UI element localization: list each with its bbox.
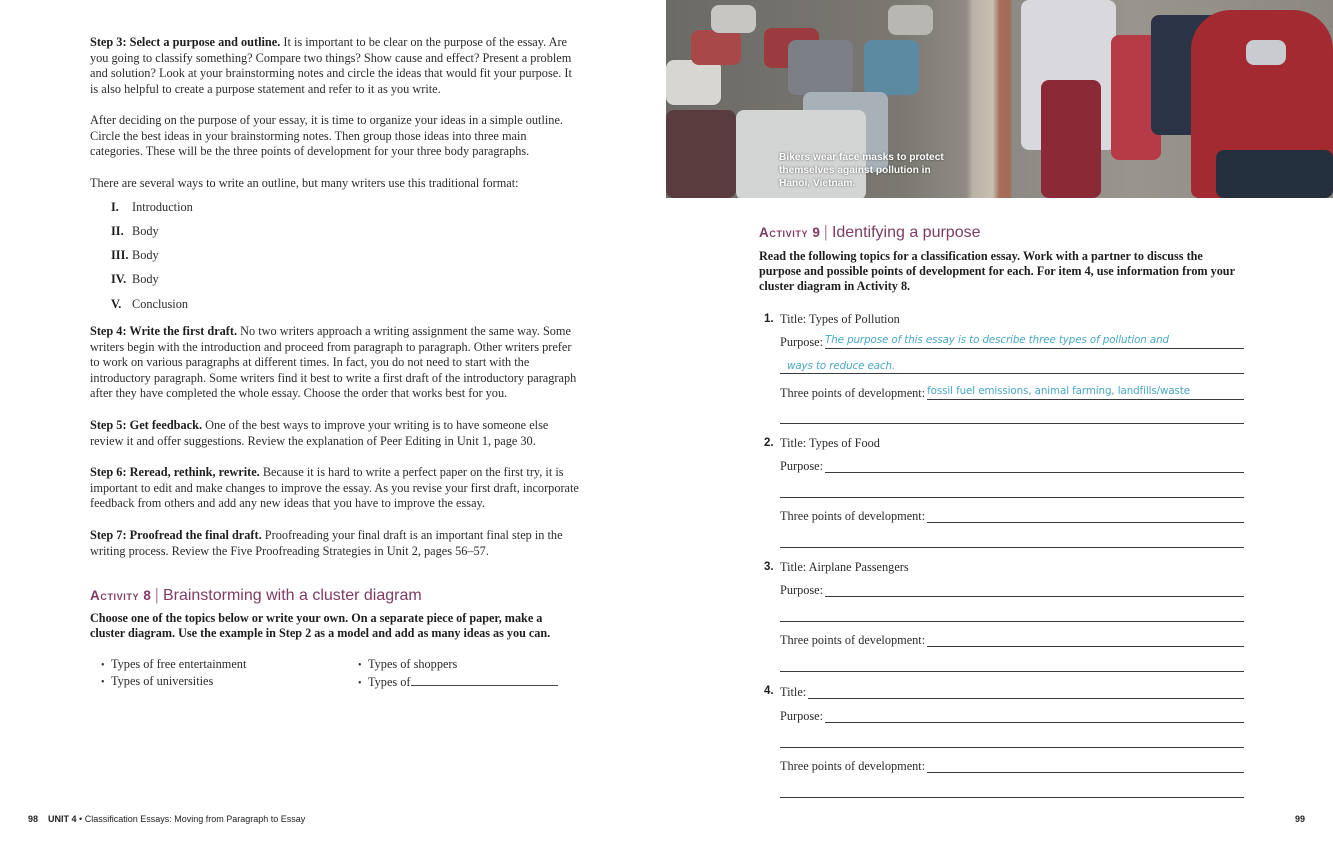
- outline-format-intro: There are several ways to write an outline, but many writers use this traditional format:: [90, 176, 519, 190]
- outline-intro: After deciding on the purpose of your essay, it is time to organize your ideas in a simple outline. Circle the best ideas in your brainstorming notes. Then group those ideas into three main categories. These will be the three points of development for your three body paragraphs.: [90, 113, 563, 159]
- activity-item: [764, 560, 1244, 675]
- purpose-label: Purpose:: [780, 709, 824, 723]
- right-page: [666, 0, 1333, 850]
- photo-bikers: [666, 110, 736, 198]
- step4-paragraph: [90, 324, 580, 402]
- purpose-answer-line[interactable]: [825, 334, 1244, 349]
- purpose-label: Purpose:: [780, 459, 824, 473]
- photo-cap: [1246, 40, 1286, 65]
- step7-text: Proofreading your final draft is an important final step in the writing process. Review the Five Proofreading Strategies in Unit 2, pages 56–57.: [90, 528, 563, 558]
- activity8-heading: [90, 585, 422, 605]
- step6-text: Because it is hard to write a perfect paper on the first try, it is important to edit and make changes to improve the essay. As you revise your first draft, incorporate feedback from others and add any new ideas that you have to improve the essay.: [90, 465, 579, 511]
- photo-caption: Bikers wear face masks to protect themselves against pollution in Hanoi, Vietnam.: [779, 152, 944, 189]
- purpose-answer-line[interactable]: [780, 486, 1244, 498]
- activity-item: [764, 312, 1244, 427]
- photo-car: [888, 5, 933, 35]
- topic-label: Types of free entertainment: [111, 657, 247, 671]
- activity8-label: Activity 8: [90, 588, 152, 603]
- points-answer-line[interactable]: [780, 786, 1244, 798]
- outline-numeral: II.: [111, 224, 124, 238]
- step4-heading: Step 4: Write the first draft.: [90, 324, 238, 338]
- outline-numeral: I.: [111, 200, 119, 214]
- step7-heading: Step 7: Proofread the final draft.: [90, 528, 262, 542]
- bullet-icon: •: [358, 660, 362, 671]
- item-title: Title: Types of Food: [780, 436, 880, 450]
- points-answer-line[interactable]: [780, 412, 1244, 424]
- outline-label: Conclusion: [132, 297, 189, 311]
- purpose-field-continued[interactable]: [780, 732, 1244, 748]
- purpose-field[interactable]: [780, 457, 1244, 473]
- unit-label: UNIT 4: [48, 814, 77, 824]
- outline-numeral: IV.: [111, 272, 127, 286]
- purpose-field[interactable]: [780, 707, 1244, 723]
- step3-text: It is important to be clear on the purpose of the essay. Are you going to classify something? Compare two things? Show cause and effect? Present a problem and solution? Look at your brainstorming notes and circle the ideas that would fit your purpose. It is also helpful to create a purpose statement and refer to it as you write.: [90, 35, 572, 96]
- topic-blank-line[interactable]: [411, 674, 558, 686]
- points-field[interactable]: [780, 384, 1244, 400]
- activity9-label: Activity 9: [759, 225, 821, 240]
- item-number: 4.: [764, 685, 774, 697]
- bullet-icon: •: [101, 677, 105, 688]
- outline-item: [111, 248, 159, 263]
- purpose-answer-line[interactable]: [825, 711, 1244, 723]
- outline-item: [111, 297, 188, 312]
- bullet-icon: •: [358, 678, 362, 689]
- handwritten-points: fossil fuel emissions, animal farming, landfills/waste: [927, 385, 1190, 397]
- purpose-label: Purpose:: [780, 583, 824, 597]
- purpose-field[interactable]: [780, 333, 1244, 349]
- page-number: 99: [1295, 814, 1306, 824]
- photo-motorbike: [1041, 80, 1101, 198]
- points-label: Three points of development:: [780, 386, 926, 400]
- item-title: Title: Types of Pollution: [780, 312, 900, 326]
- divider: |: [823, 222, 828, 241]
- page-number: 98: [28, 814, 39, 824]
- outline-numeral: V.: [111, 297, 122, 311]
- handwritten-purpose-continued: ways to reduce each.: [787, 360, 896, 372]
- activity8-instructions: Choose one of the topics below or write your own. On a separate piece of paper, make a cluster diagram. Use the example in Step 2 as a model and add as many ideas as you can.: [90, 611, 551, 640]
- traffic-photo: [666, 0, 1333, 198]
- photo-car: [864, 40, 919, 95]
- handwritten-purpose: The purpose of this essay is to describe three types of pollution and: [825, 334, 1169, 346]
- purpose-field-continued[interactable]: [780, 482, 1244, 498]
- step5-text: One of the best ways to improve your writing is to have someone else review it and offer suggestions. Review the explanation of Peer Editing in Unit 1, page 30.: [90, 418, 549, 448]
- photo-car: [691, 30, 741, 65]
- bullet-icon: •: [101, 660, 105, 671]
- title-answer-line[interactable]: [808, 687, 1244, 699]
- points-field-continued[interactable]: [780, 408, 1244, 424]
- topic-label: Types of universities: [111, 674, 214, 688]
- outline-label: Body: [132, 248, 159, 262]
- step3-heading: Step 3: Select a purpose and outline.: [90, 35, 281, 49]
- points-field[interactable]: [780, 631, 1244, 647]
- footer-separator: •: [79, 814, 83, 824]
- purpose-field-continued[interactable]: [780, 606, 1244, 622]
- outline-item: [111, 272, 159, 287]
- outline-numeral: III.: [111, 248, 129, 262]
- topic-label: Types of: [368, 675, 411, 689]
- points-answer-line[interactable]: [780, 536, 1244, 548]
- divider: |: [154, 585, 159, 604]
- photo-car: [788, 40, 853, 95]
- points-answer-line[interactable]: [780, 660, 1244, 672]
- activity8-title: Brainstorming with a cluster diagram: [162, 587, 422, 604]
- purpose-field-continued[interactable]: [780, 358, 1244, 374]
- step6-heading: Step 6: Reread, rethink, rewrite.: [90, 465, 260, 479]
- unit-title: Classification Essays: Moving from Paragraph to Essay: [84, 814, 306, 824]
- outline-label: Body: [132, 224, 159, 238]
- step6-paragraph: [90, 465, 580, 512]
- item-title: Title: Airplane Passengers: [780, 560, 909, 574]
- photo-car: [711, 5, 756, 33]
- purpose-field[interactable]: [780, 581, 1244, 597]
- activity9-title: Identifying a purpose: [831, 224, 981, 241]
- purpose-answer-line[interactable]: [825, 461, 1244, 473]
- purpose-answer-line[interactable]: [825, 585, 1244, 597]
- title-field[interactable]: [780, 683, 1244, 699]
- photo-car: [666, 60, 721, 105]
- step4-text: No two writers approach a writing assignment the same way. Some writers begin with the introduction and proceed from paragraph to paragraph. Other writers prefer to work on various paragraphs at different times. In fact, you do not need to start with the introductory paragraph. Some writers find it best to write a first draft of the introductory paragraph after they have completed the whole essay. Choose the order that works best for you.: [90, 324, 577, 401]
- outline-label: Body: [132, 272, 159, 286]
- points-label: Three points of development:: [780, 509, 926, 523]
- topic-bullet: [101, 674, 213, 689]
- purpose-label: Purpose:: [780, 335, 824, 349]
- outline-label: Introduction: [132, 200, 193, 214]
- item-number: 3.: [764, 561, 774, 573]
- title-label: Title:: [780, 685, 807, 699]
- points-field-continued[interactable]: [780, 782, 1244, 798]
- points-field-continued[interactable]: [780, 532, 1244, 548]
- activity-item: [764, 683, 1244, 798]
- points-field[interactable]: [780, 507, 1244, 523]
- step7-paragraph: [90, 528, 580, 559]
- purpose-answer-line[interactable]: [780, 610, 1244, 622]
- activity-item: [764, 436, 1244, 551]
- outline-item: [111, 200, 193, 215]
- topic-bullet: [101, 657, 246, 672]
- item-number: 2.: [764, 437, 774, 449]
- left-page: [0, 0, 666, 850]
- step3-paragraph: [90, 35, 580, 97]
- points-label: Three points of development:: [780, 633, 926, 647]
- purpose-answer-line[interactable]: [780, 736, 1244, 748]
- topic-label: Types of shoppers: [368, 657, 458, 671]
- activity9-instructions: Read the following topics for a classification essay. Work with a partner to discuss the purpose and possible points of development for each. For item 4, use information from your cluster diagram in Activity 8.: [759, 249, 1235, 293]
- points-answer-line[interactable]: [927, 761, 1244, 773]
- photo-headlight: [1216, 150, 1333, 198]
- points-answer-line[interactable]: [927, 385, 1244, 400]
- activity9-heading: [759, 222, 980, 242]
- topic-bullet: [358, 657, 457, 672]
- points-answer-line[interactable]: [927, 635, 1244, 647]
- footer-left: [28, 814, 305, 824]
- step5-paragraph: [90, 418, 580, 449]
- topic-bullet: [358, 674, 558, 690]
- step5-heading: Step 5: Get feedback.: [90, 418, 203, 432]
- points-label: Three points of development:: [780, 759, 926, 773]
- outline-item: [111, 224, 159, 239]
- points-field[interactable]: [780, 757, 1244, 773]
- purpose-answer-line[interactable]: [780, 362, 1244, 374]
- points-field-continued[interactable]: [780, 656, 1244, 672]
- points-answer-line[interactable]: [927, 511, 1244, 523]
- item-number: 1.: [764, 313, 774, 325]
